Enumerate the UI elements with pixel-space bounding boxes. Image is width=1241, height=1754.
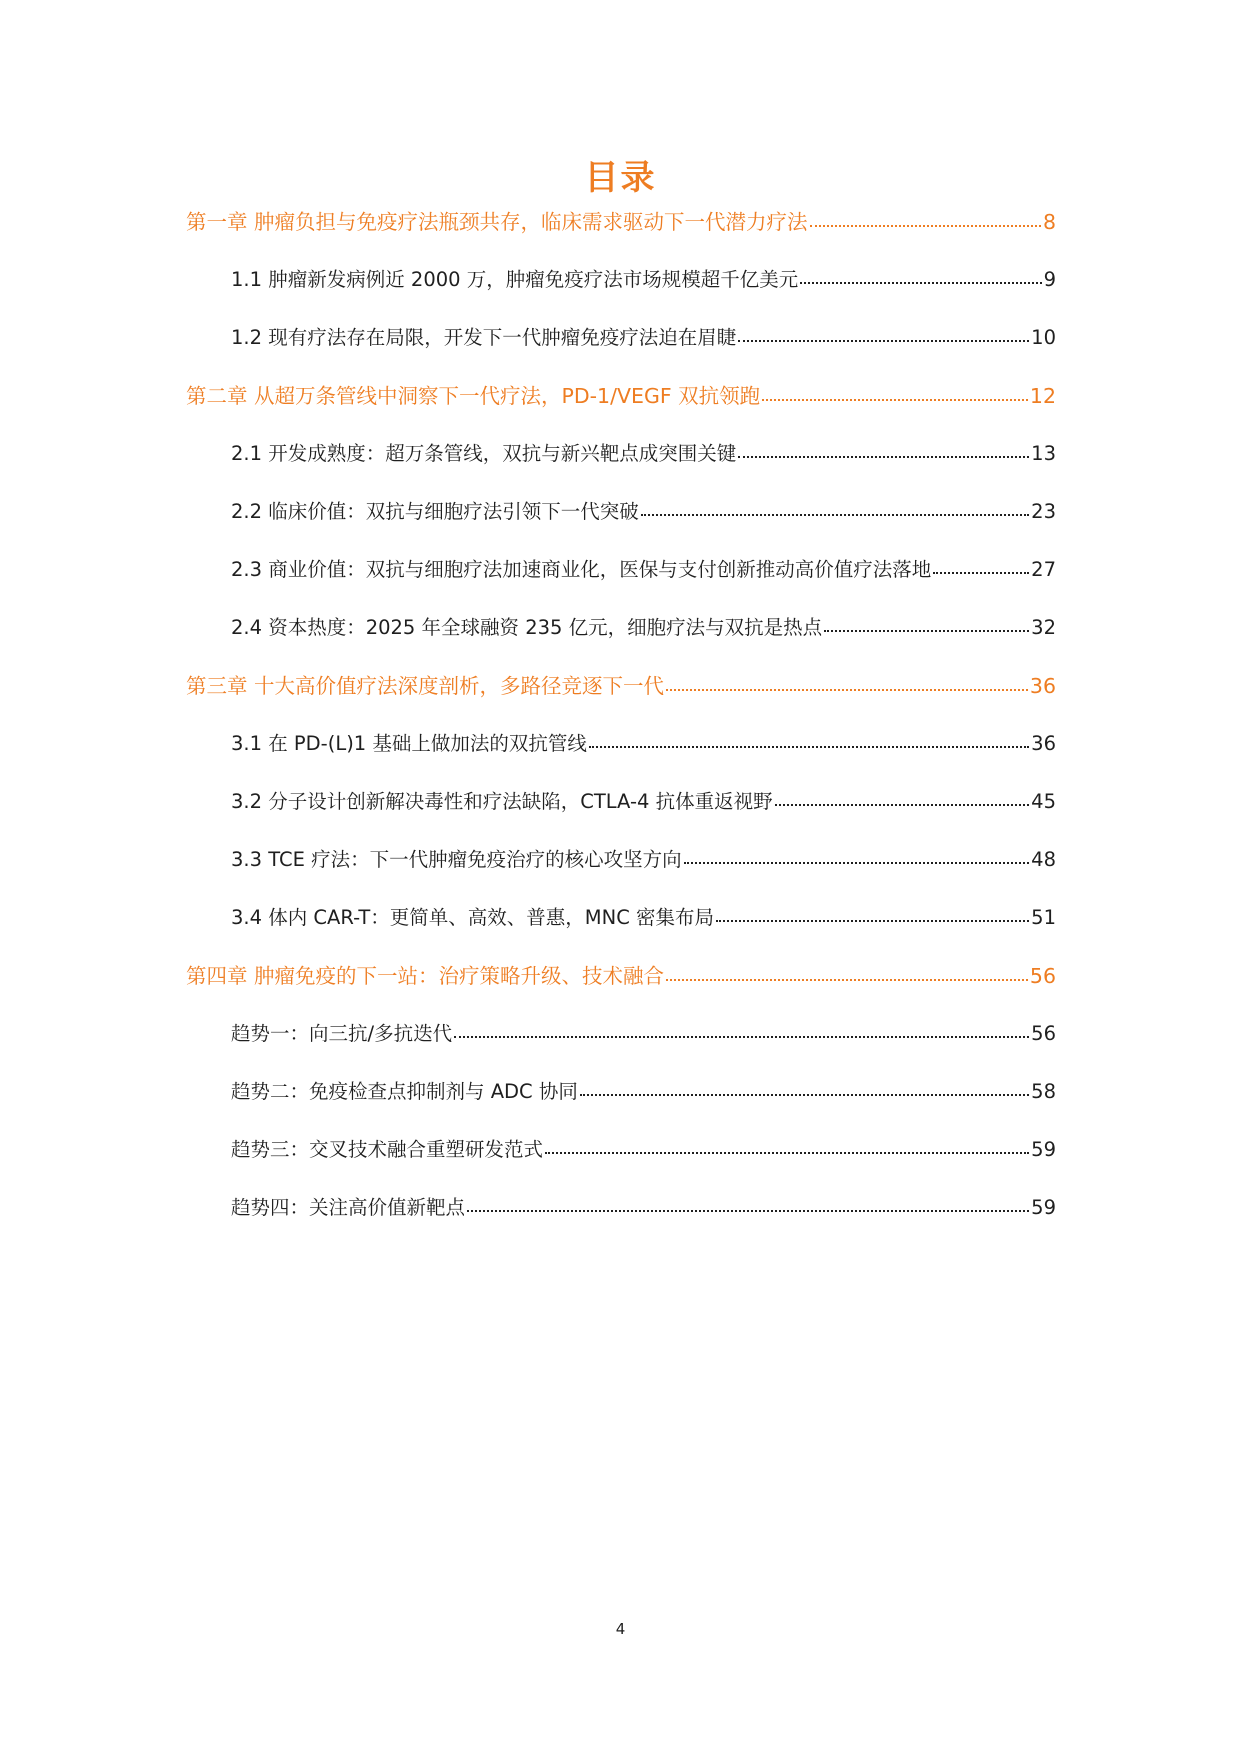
toc-entry-page: 48 <box>1031 848 1056 871</box>
dot-leader <box>666 687 1028 691</box>
toc-title: 目录 <box>584 158 657 198</box>
dot-leader <box>589 744 1029 748</box>
toc-entry-section-1-1[interactable] <box>231 263 1056 297</box>
toc-entry-section-2-2[interactable] <box>231 495 1056 529</box>
toc-entry-page: 36 <box>1029 674 1056 698</box>
toc-entry-page: 13 <box>1031 442 1056 465</box>
dot-leader <box>580 1092 1029 1096</box>
toc-entry-label: 3.2 分子设计创新解决毒性和疗法缺陷，CTLA-4 抗体重返视野 <box>231 790 773 813</box>
toc-entry-label: 2.3 商业价值：双抗与细胞疗法加速商业化，医保与支付创新推动高价值疗法落地 <box>231 558 932 581</box>
toc-entry-page: 45 <box>1031 790 1056 813</box>
toc-entry-label: 2.4 资本热度：2025 年全球融资 235 亿元，细胞疗法与双抗是热点 <box>231 616 823 639</box>
toc-entry-label: 2.1 开发成熟度：超万条管线，双抗与新兴靶点成突围关键 <box>231 442 737 465</box>
dot-leader <box>762 397 1028 401</box>
toc-entry-label: 趋势二：免疫检查点抑制剂与 ADC 协同 <box>231 1080 578 1103</box>
toc-entry-chapter-2[interactable] <box>186 379 1056 413</box>
page-number: 4 <box>615 1620 626 1638</box>
toc-entry-page: 56 <box>1031 1022 1056 1045</box>
dot-leader <box>467 1208 1029 1212</box>
toc-entry-section-3-4[interactable] <box>231 901 1056 935</box>
dot-leader <box>800 280 1041 284</box>
toc-entry-label: 2.2 临床价值：双抗与细胞疗法引领下一代突破 <box>231 500 639 523</box>
dot-leader <box>716 918 1029 922</box>
toc-entry-label: 第三章 十大高价值疗法深度剖析，多路径竞逐下一代 <box>186 674 665 698</box>
dot-leader <box>738 454 1029 458</box>
toc-entry-trend-2[interactable] <box>231 1075 1056 1109</box>
toc-entry-page: 32 <box>1031 616 1056 639</box>
toc-entry-page: 23 <box>1031 500 1056 523</box>
toc-entry-label: 趋势四：关注高价值新靶点 <box>231 1196 466 1219</box>
dot-leader <box>454 1034 1029 1038</box>
dot-leader <box>684 860 1030 864</box>
dot-leader <box>738 338 1029 342</box>
toc-entry-section-2-3[interactable] <box>231 553 1056 587</box>
toc-entry-page: 51 <box>1031 906 1056 929</box>
toc-entry-label: 第一章 肿瘤负担与免疫疗法瓶颈共存，临床需求驱动下一代潜力疗法 <box>186 210 808 234</box>
toc-entry-page: 10 <box>1031 326 1056 349</box>
toc-entry-section-3-1[interactable] <box>231 727 1056 761</box>
toc-entry-chapter-3[interactable] <box>186 669 1056 703</box>
toc-entry-page: 59 <box>1031 1138 1056 1161</box>
toc-entry-section-3-3[interactable] <box>231 843 1056 877</box>
toc-entry-trend-1[interactable] <box>231 1017 1056 1051</box>
toc-entry-trend-4[interactable] <box>231 1191 1056 1225</box>
toc-entry-page: 8 <box>1042 210 1056 234</box>
toc-entry-chapter-1[interactable] <box>186 205 1056 239</box>
toc-entry-label: 1.2 现有疗法存在局限，开发下一代肿瘤免疫疗法迫在眉睫 <box>231 326 737 349</box>
toc-entry-label: 3.3 TCE 疗法：下一代肿瘤免疫治疗的核心攻坚方向 <box>231 848 682 871</box>
dot-leader <box>545 1150 1029 1154</box>
toc-entry-page: 58 <box>1031 1080 1056 1103</box>
toc-entry-page: 36 <box>1031 732 1056 755</box>
toc-entry-page: 9 <box>1043 268 1056 291</box>
dot-leader <box>810 223 1041 227</box>
toc-entry-label: 趋势三：交叉技术融合重塑研发范式 <box>231 1138 544 1161</box>
dot-leader <box>824 628 1029 632</box>
toc-entry-label: 趋势一：向三抗/多抗迭代 <box>231 1022 453 1045</box>
toc-entry-label: 第四章 肿瘤免疫的下一站：治疗策略升级、技术融合 <box>186 964 665 988</box>
toc-entry-section-2-4[interactable] <box>231 611 1056 645</box>
dot-leader <box>775 802 1030 806</box>
toc-entry-label: 3.4 体内 CAR-T：更简单、高效、普惠，MNC 密集布局 <box>231 906 715 929</box>
toc-entry-trend-3[interactable] <box>231 1133 1056 1167</box>
dot-leader <box>933 570 1029 574</box>
toc-entry-chapter-4[interactable] <box>186 959 1056 993</box>
dot-leader <box>666 977 1028 981</box>
toc-entry-section-3-2[interactable] <box>231 785 1056 819</box>
toc-entry-label: 3.1 在 PD-(L)1 基础上做加法的双抗管线 <box>231 732 587 755</box>
toc-entry-page: 12 <box>1029 384 1056 408</box>
toc-entry-label: 第二章 从超万条管线中洞察下一代疗法，PD-1/VEGF 双抗领跑 <box>186 384 761 408</box>
toc-entry-page: 56 <box>1029 964 1056 988</box>
toc-entry-section-1-2[interactable] <box>231 321 1056 355</box>
toc-entry-section-2-1[interactable] <box>231 437 1056 471</box>
dot-leader <box>641 512 1029 516</box>
toc-entry-label: 1.1 肿瘤新发病例近 2000 万，肿瘤免疫疗法市场规模超千亿美元 <box>231 268 799 291</box>
toc-entry-page: 59 <box>1031 1196 1056 1219</box>
toc-entry-page: 27 <box>1031 558 1056 581</box>
